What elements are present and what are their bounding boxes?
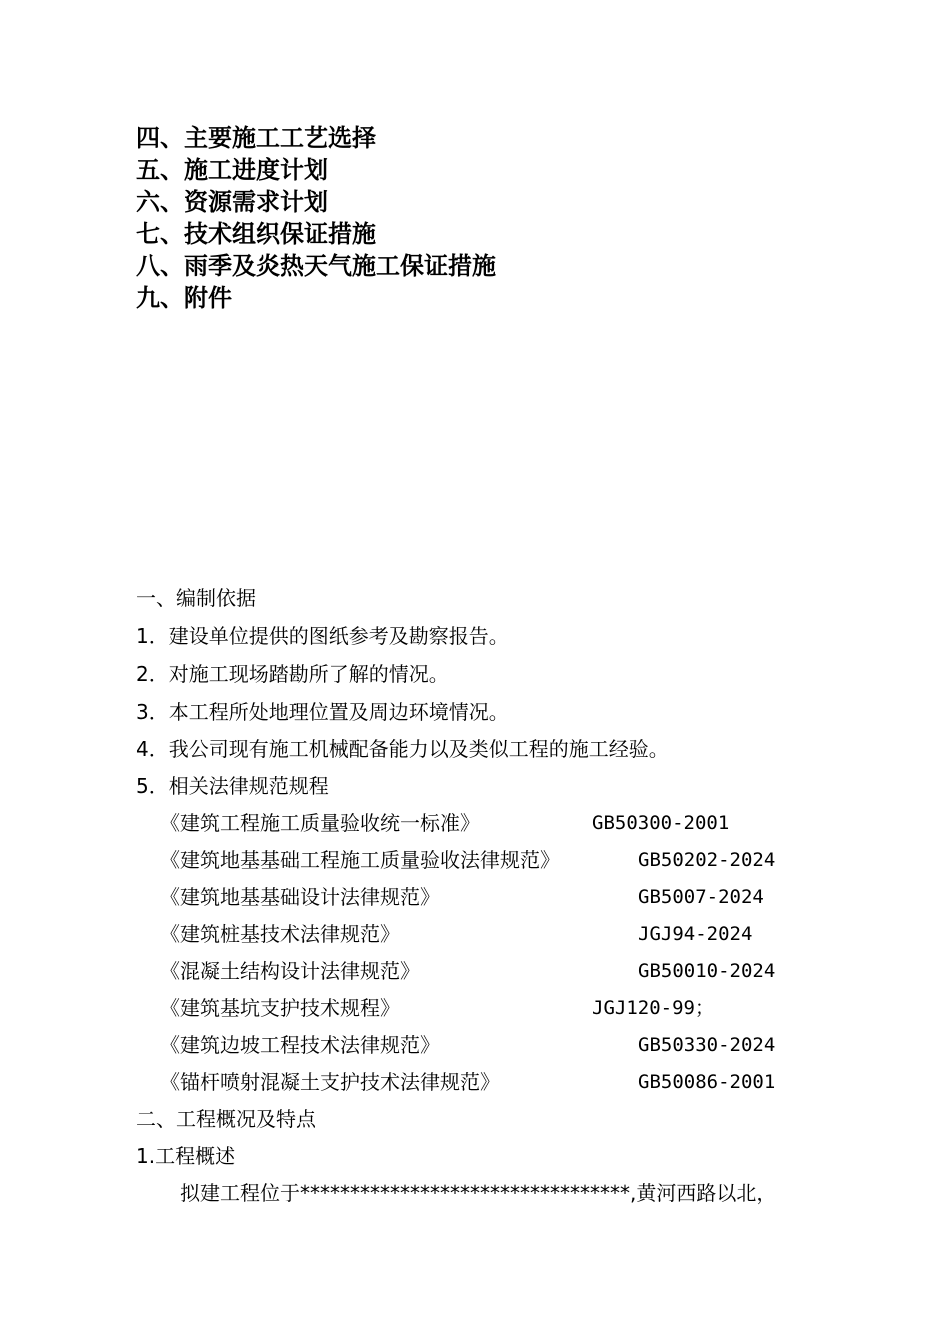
table-of-contents (136, 122, 496, 314)
list-item: 2．对施工现场踏勘所了解的情况。 (136, 662, 449, 686)
toc-item: 七、技术组织保证措施 (136, 220, 376, 248)
standard-title: 《建筑边坡工程技术法律规范》 (160, 1033, 440, 1057)
toc-item: 四、主要施工工艺选择 (136, 124, 376, 152)
standard-code: GB50202-2024 (638, 849, 776, 871)
list-item: 5．相关法律规范规程 (136, 774, 329, 798)
standard-title: 《建筑基坑支护技术规程》 (160, 996, 400, 1020)
list-item: 4．我公司现有施工机械配备能力以及类似工程的施工经验。 (136, 737, 669, 761)
standard-code: GB50300-2001 (592, 812, 730, 834)
standard-code: GB50086-2001 (638, 1071, 776, 1093)
standard-code: JGJ120-99； (592, 997, 714, 1019)
standard-code: JGJ94-2024 (638, 923, 753, 945)
section-heading: 一、编制依据 (136, 586, 256, 610)
toc-item: 六、资源需求计划 (136, 188, 328, 216)
standard-title: 《建筑地基基础工程施工质量验收法律规范》 (160, 848, 560, 872)
standard-title: 《锚杆喷射混凝土支护技术法律规范》 (160, 1070, 500, 1094)
standard-code: GB50330-2024 (638, 1034, 776, 1056)
standard-code: GB5007-2024 (638, 886, 764, 908)
standard-code: GB50010-2024 (638, 960, 776, 982)
body-paragraph: 拟建工程位于*********************************,黄河西路以北， (180, 1181, 777, 1205)
standard-title: 《建筑地基基础设计法律规范》 (160, 885, 440, 909)
list-item: 3．本工程所处地理位置及周边环境情况。 (136, 700, 509, 724)
standard-title: 《建筑桩基技术法律规范》 (160, 922, 400, 946)
toc-item: 八、雨季及炎热天气施工保证措施 (136, 252, 496, 280)
standard-title: 《混凝土结构设计法律规范》 (160, 959, 420, 983)
list-item: 1．建设单位提供的图纸参考及勘察报告。 (136, 624, 509, 648)
section-heading: 二、工程概况及特点 (136, 1107, 316, 1131)
toc-item: 五、施工进度计划 (136, 156, 328, 184)
standard-title: 《建筑工程施工质量验收统一标准》 (160, 811, 480, 835)
toc-item: 九、附件 (136, 284, 232, 312)
subsection-heading: 1.工程概述 (136, 1144, 236, 1168)
